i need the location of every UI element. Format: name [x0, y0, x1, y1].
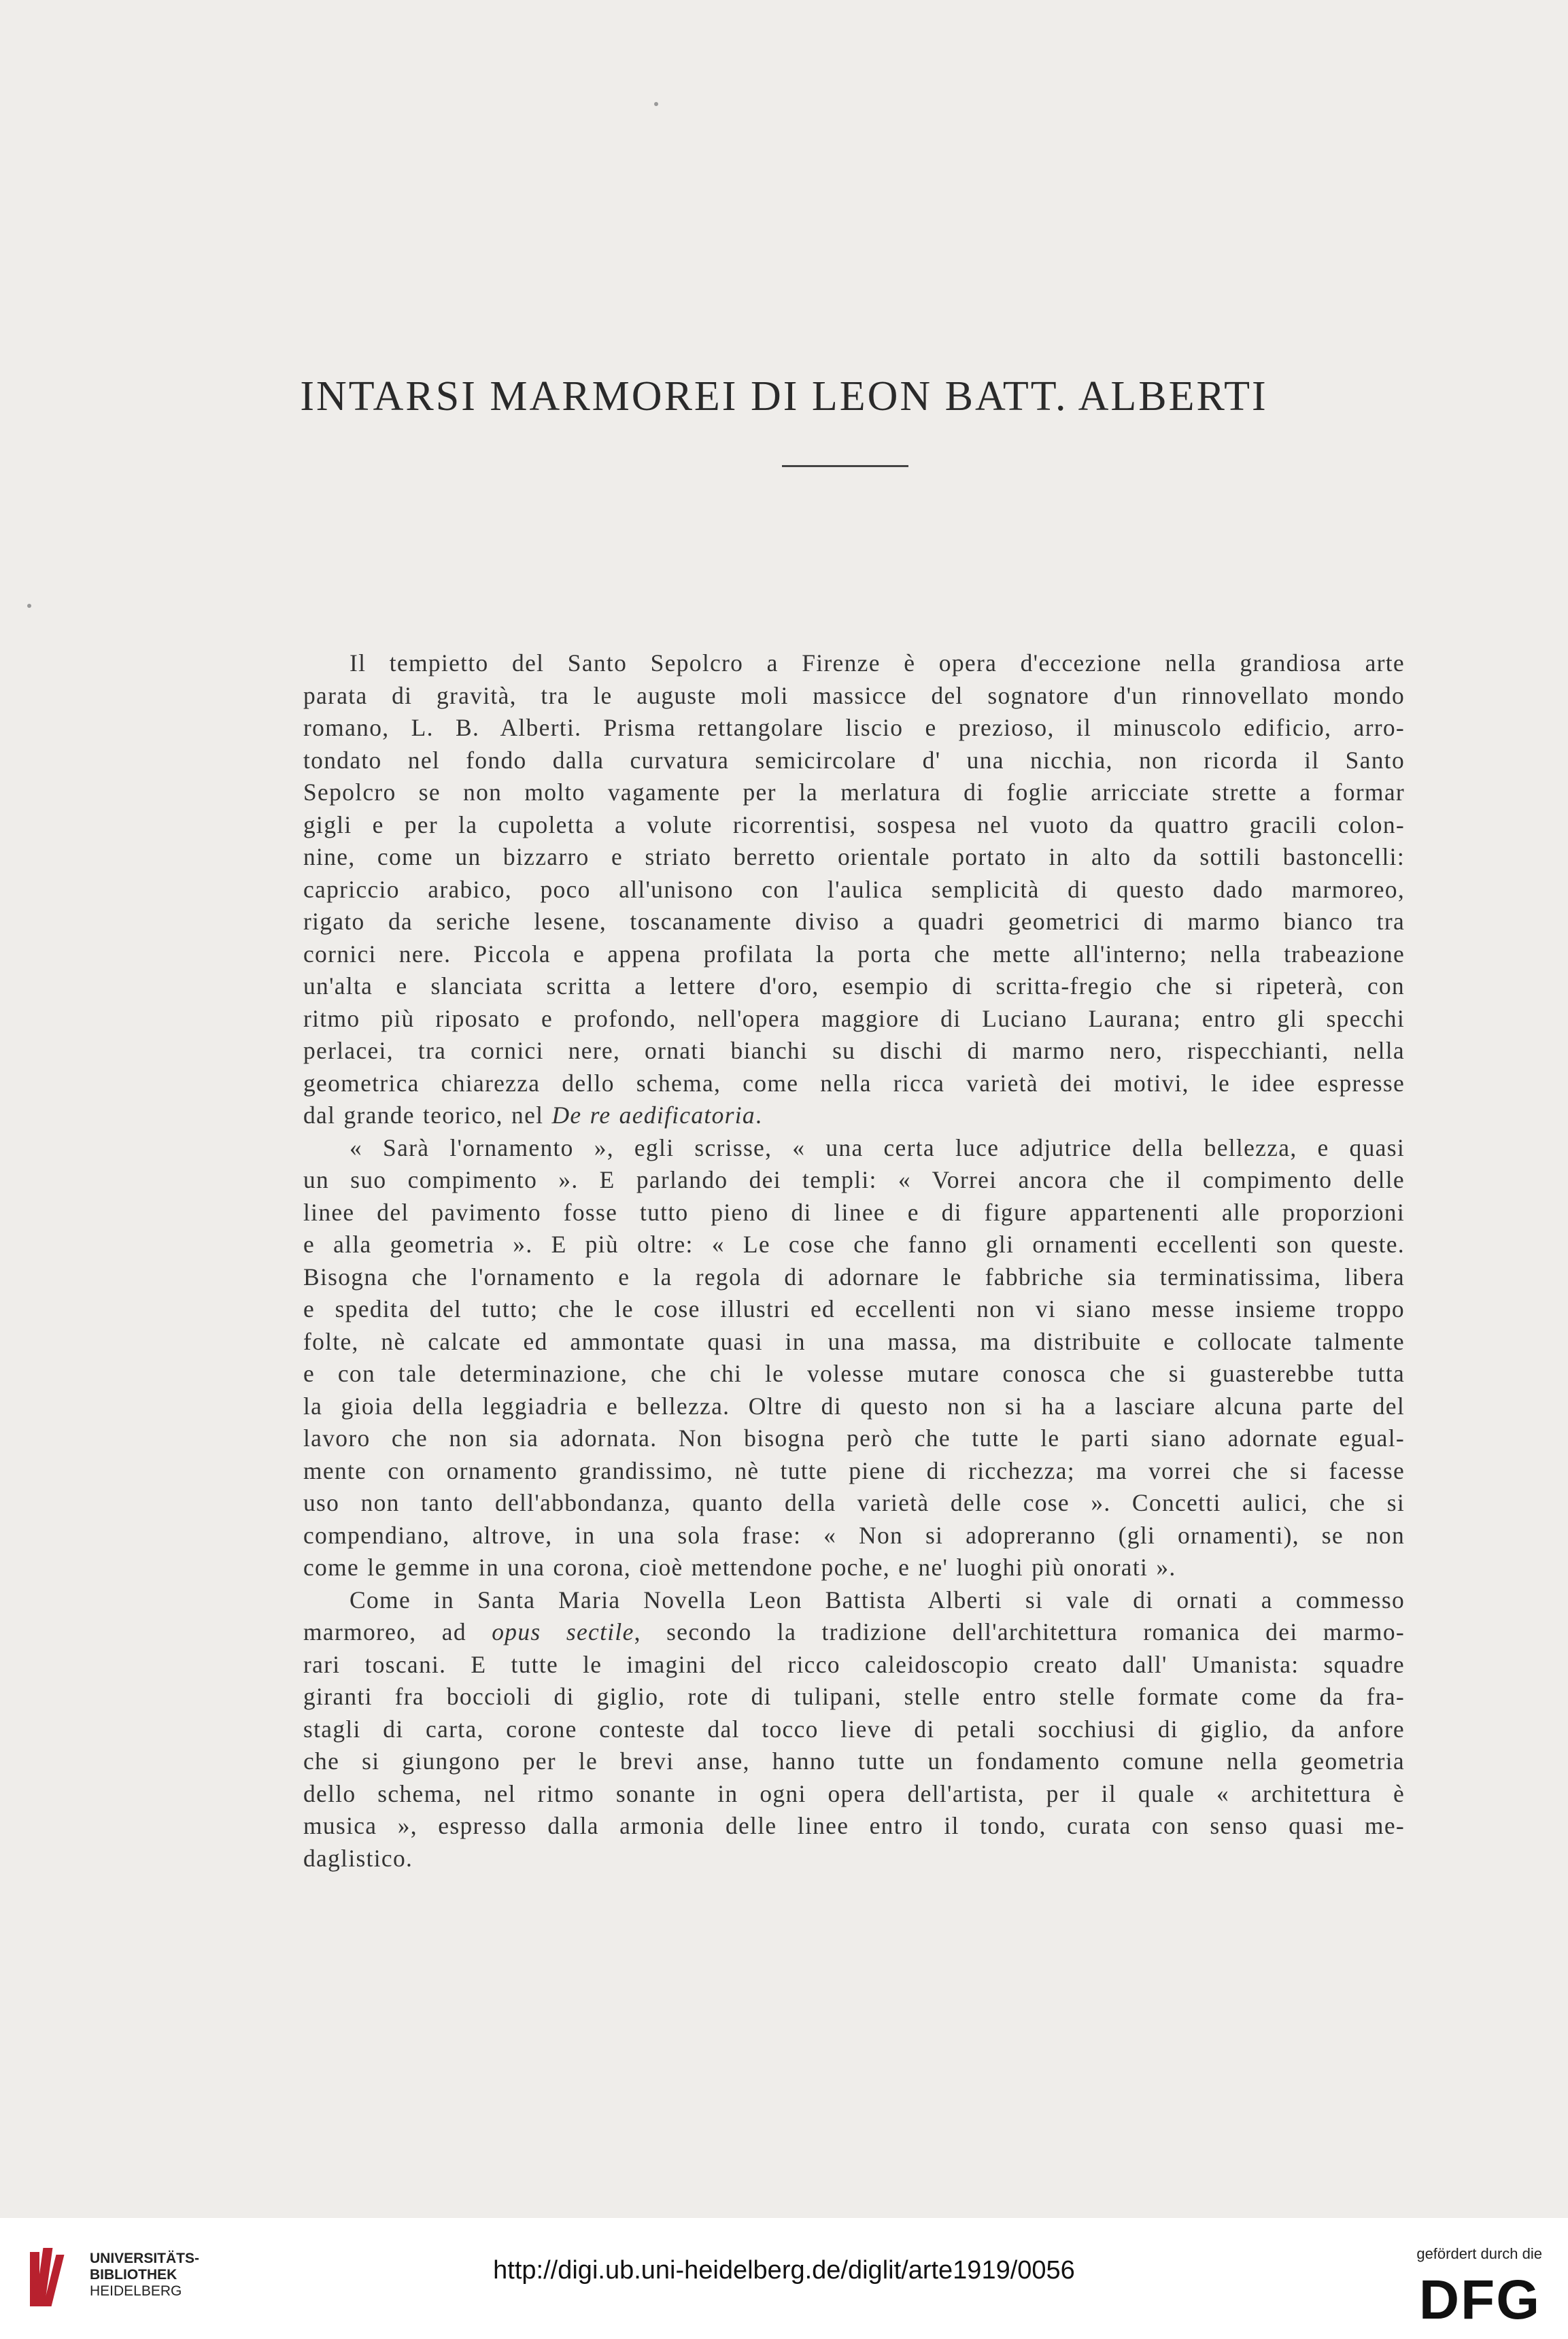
text-line: lavoro che non sia adornata. Non bisogna però che tutte le parti siano adornate egual-	[303, 1424, 1405, 1452]
text-line: folte, nè calcate ed ammontate quasi in una massa, ma distribuite e collocate talmente	[303, 1327, 1405, 1355]
text-line: e alla geometria ». E più oltre: « Le cose che fanno gli ornamenti eccellenti son queste.	[303, 1231, 1405, 1258]
text-line: rigato da seriche lesene, toscanamente diviso a quadri geometrici di marmo bianco tra	[303, 908, 1405, 935]
text-line: dal grande teorico, nel De re aedificatoria.	[303, 1102, 763, 1129]
text-line: nine, come un bizzarro e striato berretto orientale portato in alto da sottili bastoncelli:	[303, 843, 1405, 870]
text-line: come le gemme in una corona, cioè mettendone poche, e ne' luoghi più onorati ».	[303, 1554, 1176, 1581]
text-line: romano, L. B. Alberti. Prisma rettangolare liscio e prezioso, il minuscolo edificio, arro-	[303, 714, 1405, 741]
article-title: INTARSI MARMOREI DI LEON BATT. ALBERTI	[300, 373, 1268, 420]
text-line: uso non tanto dell'abbondanza, quanto della varietà delle cose ». Concetti aulici, che si	[303, 1489, 1405, 1516]
text-line: linee del pavimento fosse tutto pieno di linee e di figure appartenenti alle proporzioni	[303, 1198, 1405, 1226]
text-line: Sepolcro se non molto vagamente per la merlatura di foglie arricciate strette a formar	[303, 779, 1405, 806]
text-line: Bisogna che l'ornamento e la regola di adornare le fabbriche sia terminatissima, libera	[303, 1263, 1405, 1291]
text-line: mente con ornamento grandissimo, nè tutte piene di ricchezza; ma vorrei che si facesse	[303, 1456, 1405, 1484]
text-line: musica », espresso dalla armonia delle linee entro il tondo, curata con senso quasi me-	[303, 1812, 1405, 1839]
library-name-line: HEIDELBERG	[90, 2283, 182, 2299]
text-line: e spedita del tutto; che le cose illustri ed eccellenti non vi siano messe insieme troppo	[303, 1295, 1405, 1322]
title-divider	[782, 465, 908, 467]
text-line: perlacei, tra cornici nere, ornati bianchi su dischi di marmo nero, rispecchianti, nella	[303, 1037, 1405, 1064]
text-line: giranti fra boccioli di giglio, rote di tulipani, stelle entro stelle formate come da fra-	[303, 1683, 1405, 1710]
text-line: un suo compimento ». E parlando dei templi: « Vorrei ancora che il compimento delle	[303, 1166, 1405, 1193]
text-line: parata di gravità, tra le auguste moli massicce del sognatore d'un rinnovellato mondo	[303, 681, 1405, 709]
library-name-line: UNIVERSITÄTS-	[90, 2251, 200, 2266]
dfg-logo: DFG	[1418, 2269, 1541, 2331]
text-line: un'alta e slanciata scritta a lettere d'oro, esempio di scritta-fregio che si ripeterà, con	[303, 972, 1405, 1000]
footer-bar	[0, 2218, 1568, 2339]
text-line: gigli e per la cupoletta a volute ricorrentisi, sospesa nel vuoto da quattro gracili colon-	[303, 810, 1405, 838]
source-url-link[interactable]: http://digi.ub.uni-heidelberg.de/diglit/arte1919/0056	[493, 2256, 1075, 2285]
article-body	[303, 647, 1405, 1875]
text-line: capriccio arabico, poco all'unisono con l'aulica semplicità di questo dado marmoreo,	[303, 875, 1405, 903]
text-line: la gioia della leggiadria e bellezza. Oltre di questo non si ha a lasciare alcuna parte del	[303, 1392, 1405, 1420]
funding-label: gefördert durch die	[1416, 2245, 1542, 2262]
library-name-line: BIBLIOTHEK	[90, 2267, 177, 2283]
text-line: Come in Santa Maria Novella Leon Battista Alberti si vale di ornati a commesso	[350, 1586, 1405, 1614]
text-line: ritmo più riposato e profondo, nell'opera maggiore di Luciano Laurana; entro gli specchi	[303, 1004, 1405, 1032]
text-line: dello schema, nel ritmo sonante in ogni opera dell'artista, per il quale « architettura è	[303, 1779, 1405, 1807]
text-line: cornici nere. Piccola e appena profilata la porta che mette all'interno; nella trabeazione	[303, 940, 1405, 968]
page-speck	[27, 604, 31, 608]
text-line: daglistico.	[303, 1844, 413, 1872]
text-line: compendiano, altrove, in una sola frase: « Non si adopreranno (gli ornamenti), se non	[303, 1521, 1405, 1549]
text-line: rari toscani. E tutte le imagini del ricco caleidoscopio creato dall' Umanista: squadre	[303, 1650, 1405, 1678]
text-line: marmoreo, ad opus sectile, secondo la tradizione dell'architettura romanica dei marmo-	[303, 1618, 1405, 1645]
text-line: Il tempietto del Santo Sepolcro a Firenze è opera d'eccezione nella grandiosa arte	[350, 649, 1405, 677]
text-line: tondato nel fondo dalla curvatura semicircolare d' una nicchia, non ricorda il Santo	[303, 746, 1405, 774]
text-line: geometrica chiarezza dello schema, come nella ricca varietà dei motivi, le idee espresse	[303, 1069, 1405, 1097]
text-line: « Sarà l'ornamento », egli scrisse, « una certa luce adjutrice della bellezza, e quasi	[350, 1133, 1405, 1161]
text-line: e con tale determinazione, che chi le volesse mutare conosca che si guasterebbe tutta	[303, 1360, 1405, 1387]
text-line: che si giungono per le brevi anse, hanno tutte un fondamento comune nella geometria	[303, 1747, 1405, 1775]
text-line: stagli di carta, corone conteste dal tocco lieve di petali socchiusi di giglio, da anfore	[303, 1715, 1405, 1743]
page-speck	[654, 102, 658, 106]
